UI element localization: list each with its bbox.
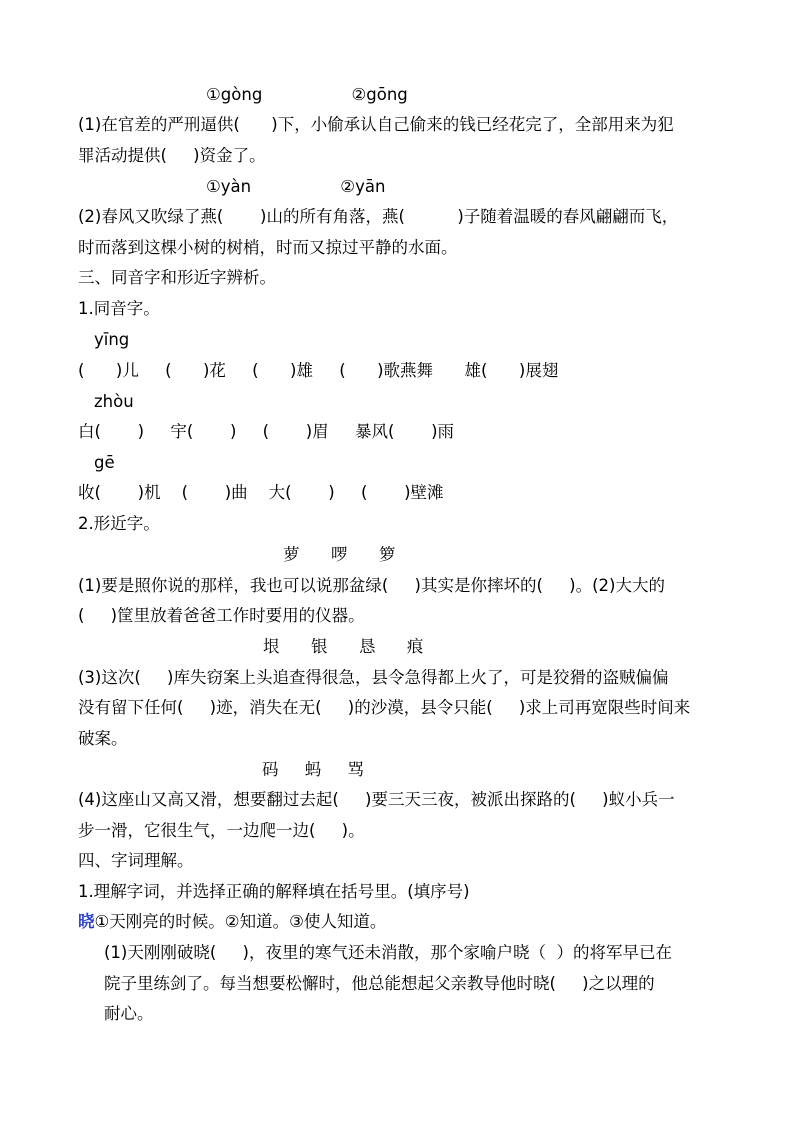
- zhou-pinyin: zhòu: [94, 392, 134, 411]
- understand-title: 1.理解字词，并选择正确的解释填在括号里。(填序号): [78, 882, 470, 901]
- xiao-question-line-3: 耐心。: [104, 1004, 154, 1023]
- pinyin-gong-options: ①gòng ②gōng: [206, 85, 408, 104]
- ge-pinyin: gē: [94, 453, 115, 472]
- xiao-question-line-1: (1)天刚刚破晓( )，夜里的寒气还未消散，那个家喻户晓（ ）的将军早已在: [104, 943, 672, 962]
- char-group-1: 萝 啰 箩: [283, 545, 396, 564]
- similar-1-line-1: (1)要是照你说的那样，我也可以说那盆绿( )其实是你摔坏的( )。(2)大大的: [78, 576, 665, 595]
- ying-pinyin: yīng: [94, 330, 130, 349]
- similar-4-line-1: (4)这座山又高又滑，想要翻过去起( )要三天三夜，被派出探路的( )蚁小兵一: [78, 790, 675, 809]
- similar-3-line-3: 破案。: [78, 729, 128, 748]
- char-group-2: 垠 银 恳 痕: [263, 637, 424, 656]
- xiao-question-line-2: 院子里练剑了。每当想要松懈时，他总能想起父亲教导他时晓( )之以理的: [104, 974, 655, 993]
- zhou-row: 白( ) 宇( ) ( )眉 暴风( )雨: [78, 422, 455, 441]
- xiao-definition-line: [78, 911, 386, 933]
- question-2-line-2: 时而落到这棵小树的树梢，时而又掠过平静的水面。: [78, 238, 458, 257]
- similar-1-line-2: ( )筐里放着爸爸工作时要用的仪器。: [78, 606, 365, 625]
- section-4-title: 四、字词理解。: [78, 851, 194, 870]
- similar-4-line-2: 步一滑，它很生气，一边爬一边( )。: [78, 821, 365, 840]
- char-group-3: 码 蚂 骂: [262, 760, 364, 779]
- similar-char-title: 2.形近字。: [78, 514, 160, 533]
- section-3-title: 三、同音字和形近字辨析。: [78, 268, 276, 287]
- similar-3-line-2: 没有留下任何( )迹，消失在无( )的沙漠，县令只能( )求上司再宽限些时间来: [78, 698, 691, 717]
- similar-3-line-1: (3)这次( )库失窃案上头追查得很急，县令急得都上火了，可是狡猾的盗贼偏偏: [78, 668, 669, 687]
- xiao-meanings: ①天刚亮的时候。②知道。③使人知道。: [94, 912, 387, 931]
- ge-row: 收( )机 ( )曲 大( ) ( )壁滩: [78, 483, 444, 502]
- pinyin-yan-options: ①yàn ②yān: [206, 177, 386, 196]
- question-2-line-1: (2)春风又吹绿了燕( )山的所有角落，燕( )子随着温暖的春风翩翩而飞，: [78, 207, 679, 226]
- homophone-title: 1.同音字。: [78, 299, 160, 318]
- question-1-line-2: 罪活动提供( )资金了。: [78, 146, 266, 165]
- xiao-character: 晓: [78, 912, 95, 931]
- question-1-line-1: (1)在官差的严刑逼供( )下，小偷承认自己偷来的钱已经花完了，全部用来为犯: [78, 115, 674, 134]
- ying-row: ( )儿 ( )花 ( )雄 ( )歌燕舞 雄( )展翅: [78, 361, 559, 380]
